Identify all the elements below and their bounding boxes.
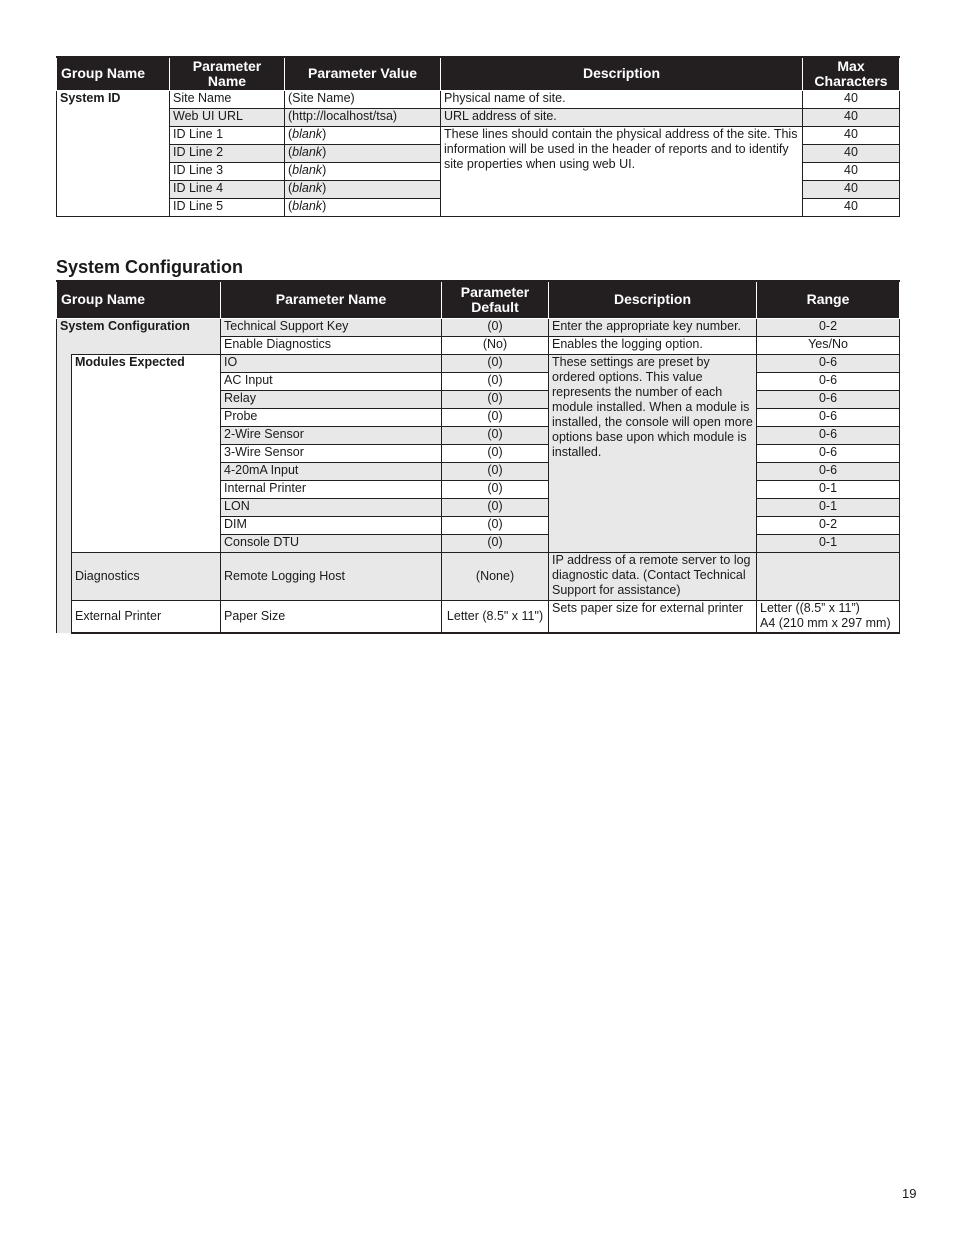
table-row: [57, 126, 900, 144]
param-name: Technical Support Key: [221, 318, 442, 336]
param-name: ID Line 2: [170, 144, 285, 162]
max-characters: 40: [803, 90, 900, 108]
param-name: Remote Logging Host: [221, 552, 442, 600]
param-value: (blank): [285, 162, 441, 180]
group-modules-expected: Modules Expected: [72, 354, 221, 552]
max-characters: 40: [803, 198, 900, 216]
header-group-name: Group Name: [57, 281, 221, 318]
max-characters: 40: [803, 144, 900, 162]
max-characters: 40: [803, 108, 900, 126]
group-indent: [57, 354, 72, 633]
param-value: (http://localhost/tsa): [285, 108, 441, 126]
max-characters: 40: [803, 162, 900, 180]
param-range: 0-6: [757, 408, 900, 426]
param-default: (0): [442, 408, 549, 426]
param-name: ID Line 5: [170, 198, 285, 216]
max-characters: 40: [803, 126, 900, 144]
group-system-configuration: System Configuration: [57, 318, 221, 336]
param-range: Yes/No: [757, 336, 900, 354]
param-range: 0-6: [757, 390, 900, 408]
param-name: 4-20mA Input: [221, 462, 442, 480]
param-description: IP address of a remote server to log diagnostic data. (Contact Technical Support for assistance): [549, 552, 757, 600]
param-value: (Site Name): [285, 90, 441, 108]
range-a4: A4 (210 mm x 297 mm): [760, 615, 891, 630]
param-name: Web UI URL: [170, 108, 285, 126]
param-name: LON: [221, 498, 442, 516]
param-value: (blank): [285, 126, 441, 144]
header-description: Description: [549, 281, 757, 318]
header-description: Description: [441, 57, 803, 90]
param-description: Enter the appropriate key number.: [549, 318, 757, 336]
param-range: [757, 600, 900, 633]
param-default: (No): [442, 336, 549, 354]
header-parameter-name: Parameter Name: [221, 281, 442, 318]
param-name: Internal Printer: [221, 480, 442, 498]
group-external-printer: External Printer: [72, 600, 221, 633]
param-value: (blank): [285, 144, 441, 162]
param-default: (0): [442, 498, 549, 516]
page-number: 19: [902, 1186, 917, 1201]
id-lines-description: These lines should contain the physical address of the site. This information will be used in the header of reports and to identify site properties when using web UI.: [441, 126, 803, 216]
param-default: (0): [442, 354, 549, 372]
header-max-characters: Max Characters: [803, 57, 900, 90]
group-diagnostics: Diagnostics: [72, 552, 221, 600]
param-default: (0): [442, 390, 549, 408]
param-name: Enable Diagnostics: [221, 336, 442, 354]
header-parameter-name: Parameter Name: [170, 57, 285, 90]
table-row: [57, 108, 900, 126]
table-row: [57, 90, 900, 108]
param-default: (0): [442, 534, 549, 552]
param-default: (0): [442, 516, 549, 534]
param-value: (blank): [285, 180, 441, 198]
header-range: Range: [757, 281, 900, 318]
param-name: 2-Wire Sensor: [221, 426, 442, 444]
param-default: Letter (8.5" x 11"): [442, 600, 549, 633]
param-name: ID Line 3: [170, 162, 285, 180]
param-range: 0-2: [757, 318, 900, 336]
param-default: (0): [442, 480, 549, 498]
max-characters: 40: [803, 180, 900, 198]
param-name: Probe: [221, 408, 442, 426]
param-name: Console DTU: [221, 534, 442, 552]
param-range: 0-1: [757, 480, 900, 498]
param-name: ID Line 4: [170, 180, 285, 198]
table-row: [57, 600, 900, 633]
section-title: System Configuration: [56, 257, 244, 277]
group-spacer: [57, 336, 221, 354]
param-name: AC Input: [221, 372, 442, 390]
param-name: Relay: [221, 390, 442, 408]
param-name: Site Name: [170, 90, 285, 108]
system-configuration-table: [56, 280, 900, 634]
param-default: (0): [442, 318, 549, 336]
table-row: [57, 318, 900, 336]
param-value: (blank): [285, 198, 441, 216]
param-name: ID Line 1: [170, 126, 285, 144]
param-default: (0): [442, 372, 549, 390]
table-row: [57, 552, 900, 600]
param-range: 0-6: [757, 354, 900, 372]
param-range: 0-1: [757, 498, 900, 516]
param-description: Sets paper size for external printer: [549, 600, 757, 633]
table-row: [57, 336, 900, 354]
param-name: IO: [221, 354, 442, 372]
system-id-table: [56, 56, 900, 217]
param-range: [757, 552, 900, 600]
param-range: 0-2: [757, 516, 900, 534]
param-name: 3-Wire Sensor: [221, 444, 442, 462]
param-description: URL address of site.: [441, 108, 803, 126]
param-range: 0-1: [757, 534, 900, 552]
param-description: Enables the logging option.: [549, 336, 757, 354]
param-name: Paper Size: [221, 600, 442, 633]
table-row: [57, 354, 900, 372]
header-parameter-value: Parameter Value: [285, 57, 441, 90]
param-default: (None): [442, 552, 549, 600]
param-description: Physical name of site.: [441, 90, 803, 108]
range-letter: Letter ((8.5” x 11”): [760, 600, 860, 615]
param-default: (0): [442, 444, 549, 462]
modules-description: These settings are preset by ordered options. This value represents the number of each module installed. When a module is installed, the console will open more options base upon which module is installed.: [549, 354, 757, 552]
param-range: 0-6: [757, 426, 900, 444]
param-default: (0): [442, 462, 549, 480]
param-range: 0-6: [757, 462, 900, 480]
param-range: 0-6: [757, 444, 900, 462]
param-name: DIM: [221, 516, 442, 534]
header-parameter-default: Parameter Default: [442, 281, 549, 318]
header-group-name: Group Name: [57, 57, 170, 90]
param-range: 0-6: [757, 372, 900, 390]
param-default: (0): [442, 426, 549, 444]
group-system-id: System ID: [57, 90, 170, 216]
